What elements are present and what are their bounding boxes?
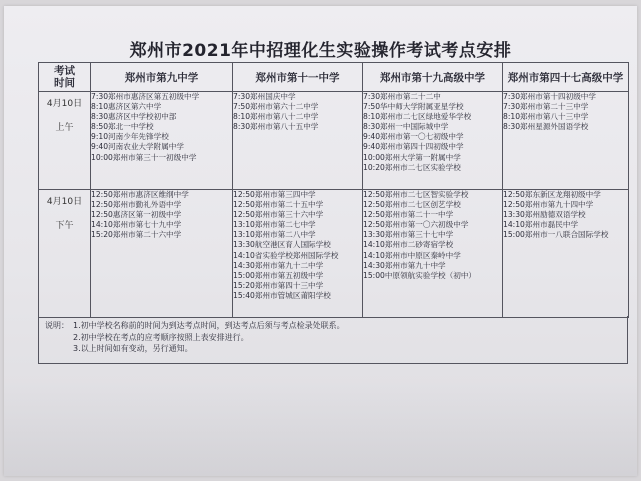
- school-entry: 14:10郑州市二砂寄宿学校: [363, 240, 454, 250]
- time-column-header: [39, 63, 91, 92]
- school-entry: 15:40郑州市管城区莆阳学校: [233, 290, 331, 300]
- school-entry: 15:00郑州市一八联合国际学校: [503, 230, 609, 240]
- note-item-3: 3.以上时间如有变动，另行通知。: [73, 344, 193, 353]
- afternoon-period: 下午: [55, 221, 74, 231]
- afternoon-date: 4月10日: [46, 197, 83, 207]
- school-entry: 9:40郑州市第四十四初级中学: [363, 142, 464, 152]
- school-entry: 15:20郑州市第四十三中学: [233, 280, 324, 290]
- notes-section: [38, 316, 628, 364]
- site-header-2: 郑州市第十一中学: [233, 63, 363, 92]
- morning-site-3-cell: [363, 92, 503, 190]
- school-entry: 12:50郑州市二七区创艺学校: [363, 200, 461, 210]
- school-entry: 14:10郑州市中原区秦岭中学: [363, 250, 461, 260]
- afternoon-site-4-cell: [503, 190, 629, 318]
- school-entry: 12:50郑州市第二十一中学: [363, 210, 454, 220]
- school-entry: 15:20郑州市第二十六中学: [91, 230, 182, 240]
- notes-label: 说明：: [45, 321, 69, 330]
- morning-site-2-cell: [233, 92, 363, 190]
- note-line-1: [45, 320, 621, 332]
- school-entry: 7:30郑州市第二十三中学: [503, 102, 589, 112]
- school-entry: 15:00郑州市第五初级中学: [233, 270, 324, 280]
- school-entry: 9:40河南农业大学附属中学: [91, 142, 184, 152]
- school-entry: 8:10郑州市第八十二中学: [233, 112, 319, 122]
- afternoon-time-cell: [39, 190, 91, 318]
- afternoon-site-1-cell: [91, 190, 233, 318]
- school-entry: 10:20郑州市二七区实验学校: [363, 162, 461, 172]
- school-entry: 9:40郑州市第一〇七初级中学: [363, 132, 464, 142]
- school-entry: 8:30郑州市第八十五中学: [233, 122, 319, 132]
- school-entry: 7:30郑州市第十四初级中学: [503, 92, 596, 101]
- school-entry: 13:30郑州励德双语学校: [503, 210, 586, 220]
- time-header-line2: 时间: [54, 77, 75, 89]
- site-header-4: 郑州市第四十七高级中学: [503, 63, 629, 92]
- school-entry: 8:50郑北一中学校: [91, 122, 154, 132]
- school-entry: 13:10郑州市第二七中学: [233, 220, 316, 230]
- afternoon-row: [39, 190, 629, 318]
- school-entry: 13:10郑州市第二八中学: [233, 230, 316, 240]
- school-entry: 9:10河南少年先锋学校: [91, 132, 169, 142]
- school-entry: 14:10郑州市磊民中学: [503, 220, 579, 230]
- photo-shadow: [4, 380, 637, 476]
- morning-time-cell: [39, 92, 91, 190]
- school-entry: 12:50郑州市第三十六中学: [233, 210, 324, 220]
- afternoon-site-2-cell: [233, 190, 363, 318]
- school-entry: 7:50华中师大学附属亚星学校: [363, 102, 464, 112]
- school-entry: 7:30郑州市惠济区第五初级中学: [91, 92, 200, 101]
- school-entry: 7:30郑州国庆中学: [233, 92, 296, 101]
- morning-row: [39, 92, 629, 190]
- school-entry: 13:30郑州市第三十七中学: [363, 230, 454, 240]
- table-header-row: [39, 63, 629, 92]
- morning-date: 4月10日: [46, 99, 83, 109]
- school-entry: 12:50郑州市惠济区维纲中学: [91, 190, 189, 199]
- morning-site-1-cell: [91, 92, 233, 190]
- school-entry: 12:50郑州市第三四中学: [233, 190, 316, 199]
- school-entry: 12:50郑州市二七区智实验学校: [363, 190, 469, 199]
- site-header-3: 郑州市第十九高级中学: [363, 63, 503, 92]
- school-entry: 14:10省实验学校郑州国际学校: [233, 250, 339, 260]
- note-item-1: 1.初中学校名称前的时间为到达考点时间，到达考点后须与考点检录处联系。: [73, 321, 345, 330]
- school-entry: 12:50郑州市第二十五中学: [233, 200, 324, 210]
- morning-site-4-cell: [503, 92, 629, 190]
- school-entry: 7:30郑州市第二十二中: [363, 92, 441, 101]
- morning-period: 上午: [55, 123, 74, 133]
- school-entry: 8:30郑州星源外国语学校: [503, 122, 589, 132]
- school-entry: 10:00郑州市第三十一初级中学: [91, 152, 197, 162]
- school-entry: 8:30惠济区中学校初中部: [91, 112, 177, 122]
- school-entry: 14:10郑州市第七十九中学: [91, 220, 182, 230]
- school-entry: 14:30郑州市第九十中学: [363, 260, 446, 270]
- school-entry: 12:50郑州市勤礼外语中学: [91, 200, 182, 210]
- school-entry: 8:10郑州市二七区绿地爱华学校: [363, 112, 472, 122]
- afternoon-site-3-cell: [363, 190, 503, 318]
- school-entry: 12:50惠济区第一初级中学: [91, 210, 182, 220]
- school-entry: 13:30航空港区育人国际学校: [233, 240, 331, 250]
- school-entry: 12:50郑州市第九十四中学: [503, 200, 594, 210]
- time-header-line1: 考试: [54, 65, 75, 77]
- school-entry: 14:30郑州市第九十二中学: [233, 260, 324, 270]
- schedule-table: [38, 62, 629, 318]
- school-entry: 10:00郑州大学第一附属中学: [363, 152, 461, 162]
- school-entry: 15:00中原领航实验学校（初中）: [363, 270, 477, 280]
- school-entry: 8:10郑州市第八十三中学: [503, 112, 589, 122]
- note-item-2: 2.初中学校在考点的应考顺序按照上表安排进行。: [73, 332, 249, 342]
- site-header-1: 郑州市第九中学: [91, 63, 233, 92]
- school-entry: 8:30郑州一中国际城中学: [363, 122, 449, 132]
- note-line-3: [45, 343, 621, 355]
- school-entry: 12:50郑州市第一〇六初级中学: [363, 220, 469, 230]
- school-entry: 8:10惠济区第六中学: [91, 102, 162, 112]
- page-title: 郑州市2021年中招理化生实验操作考试考点安排: [129, 41, 512, 61]
- note-line-2: [45, 332, 621, 344]
- school-entry: 12:50郑东新区龙翔初级中学: [503, 190, 601, 199]
- school-entry: 7:50郑州市第六十二中学: [233, 102, 319, 112]
